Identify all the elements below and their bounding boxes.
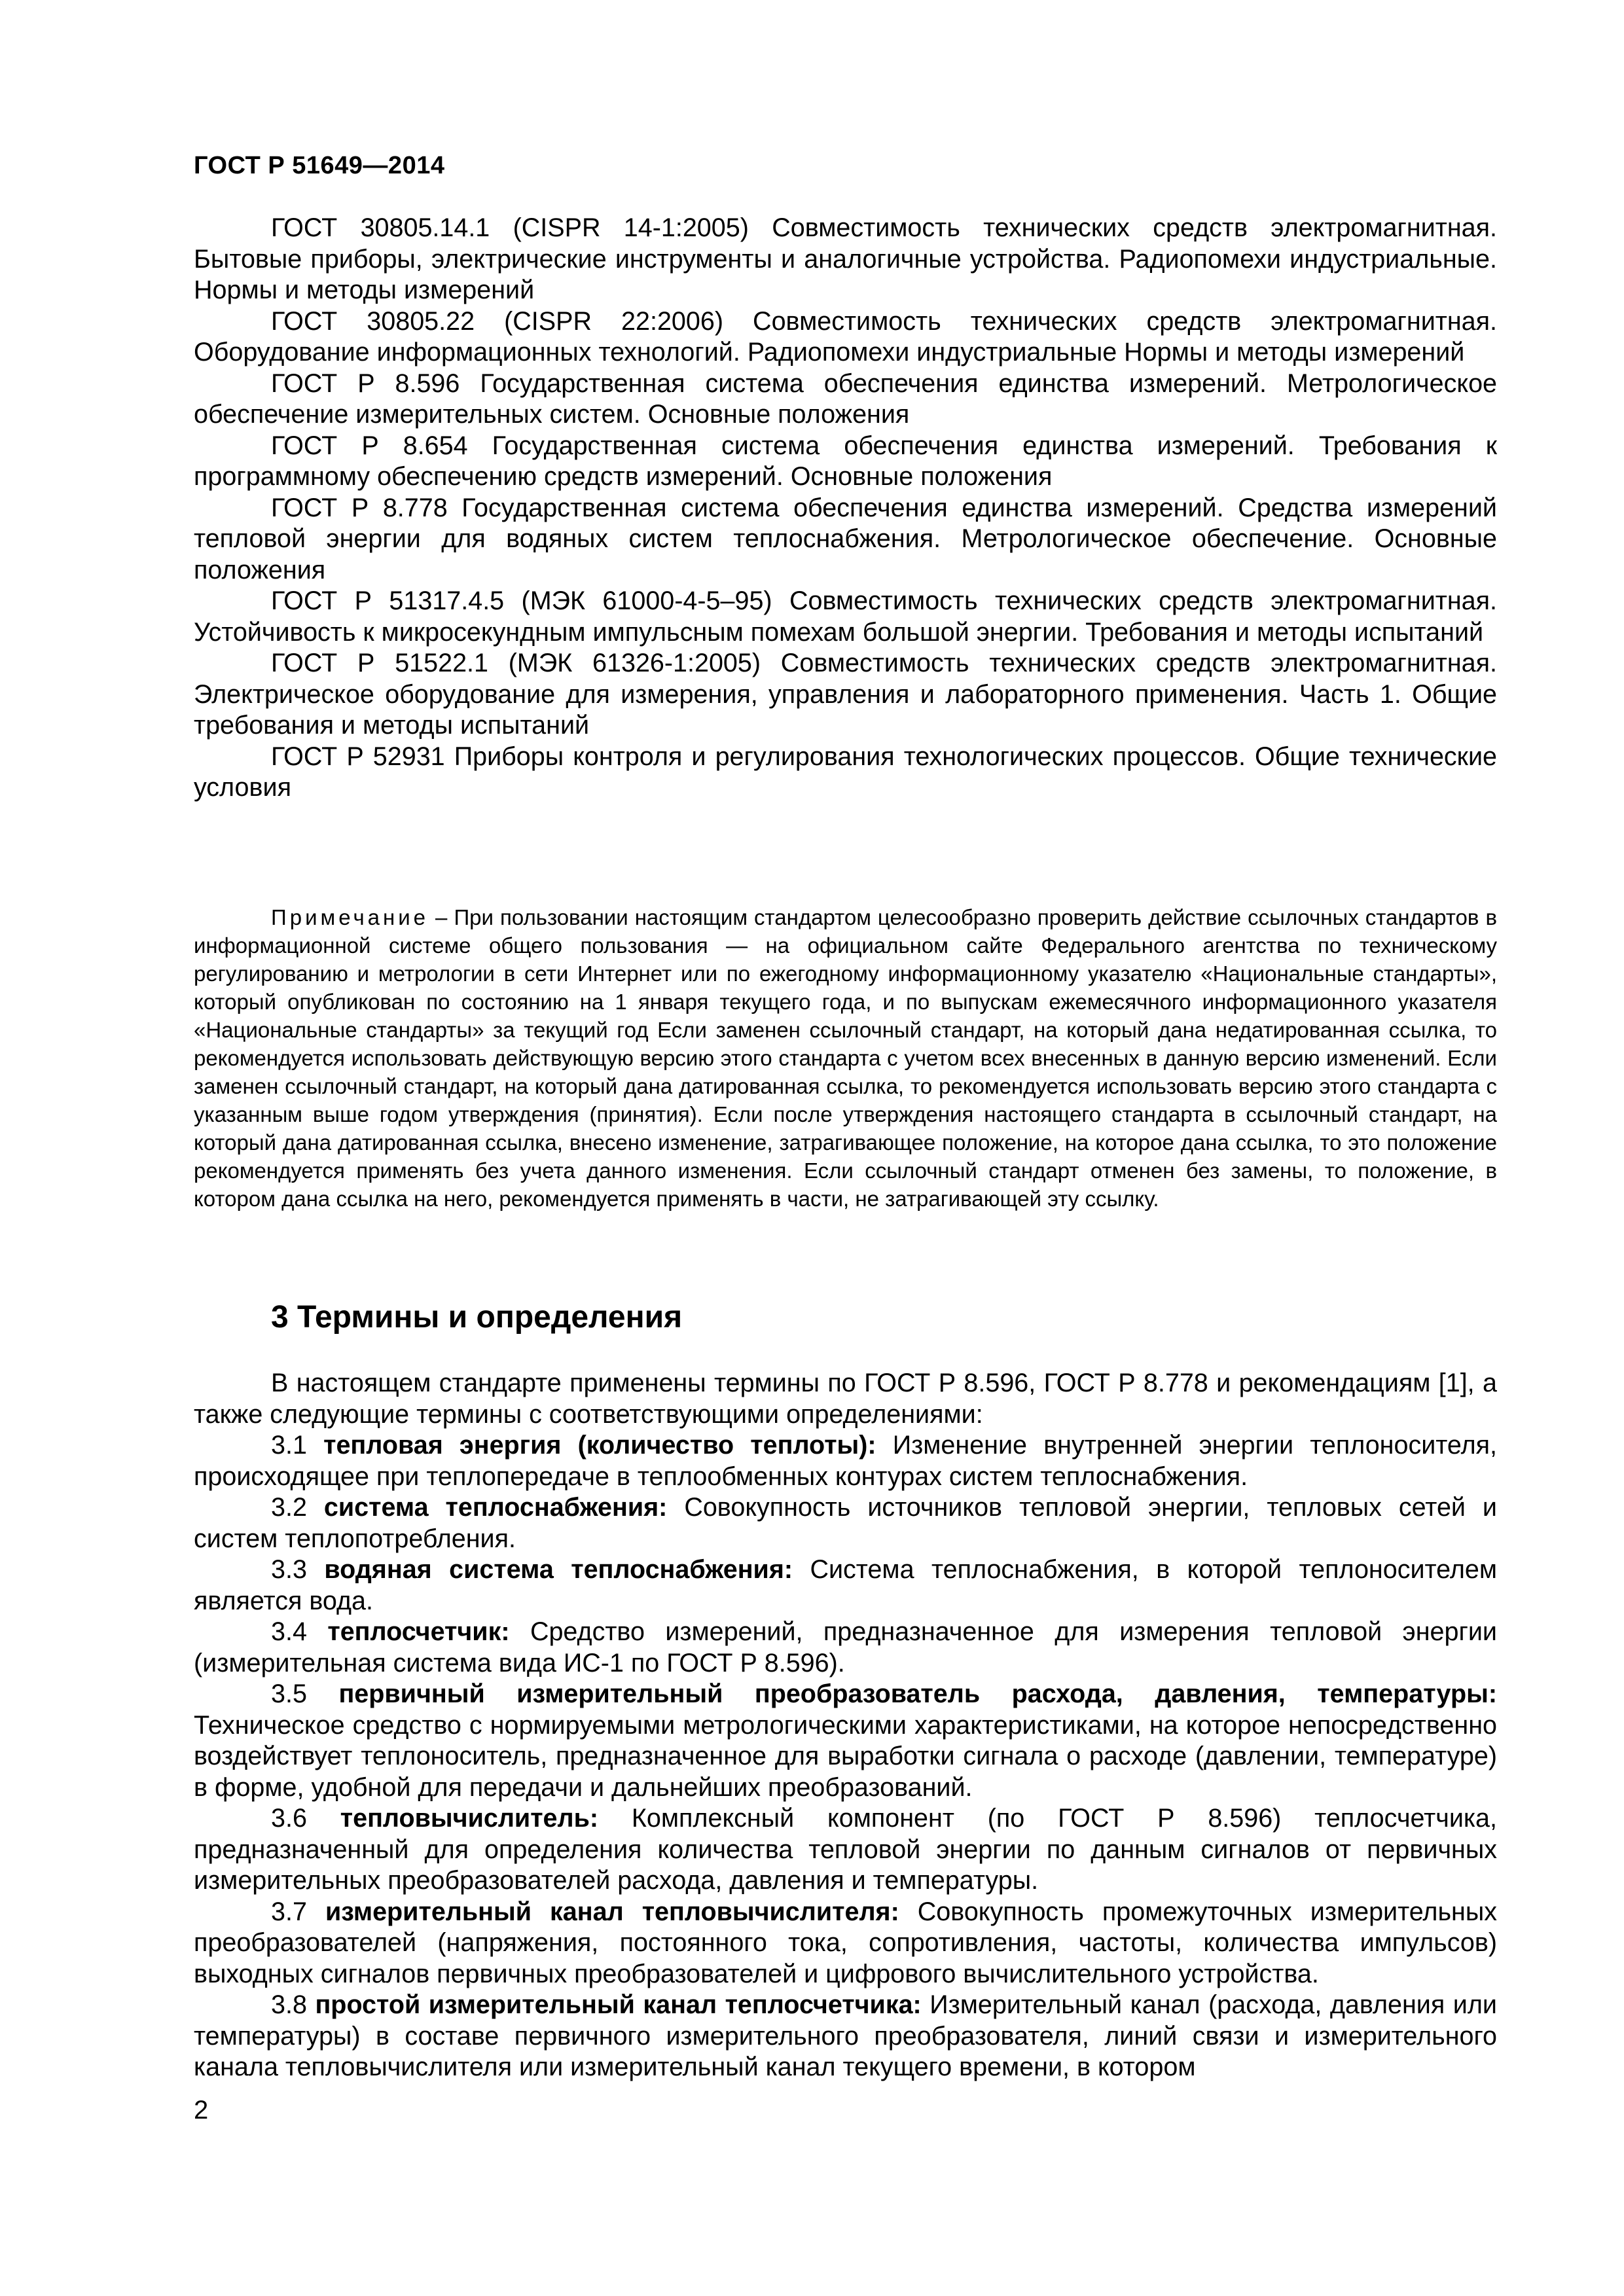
- reference-item: ГОСТ 30805.14.1 (CISPR 14-1:2005) Совместимость технических средств электромагнитная. Бытовые приборы, электрические инструменты и аналогичные устройства. Радиопомехи индустриальные. Нормы и методы измерений: [194, 213, 1497, 304]
- term-definition: [194, 1617, 1497, 1679]
- term-number: 3.6: [271, 1804, 307, 1833]
- terms-section-body: [194, 1368, 1497, 2083]
- term-text: Изменение внутренней энергии теплоносителя, происходящее при теплопередаче в теплообменных контурах систем теплоснабжения.: [194, 1431, 1497, 1491]
- reference-item: ГОСТ 30805.22 (CISPR 22:2006) Совместимость технических средств электромагнитная. Оборудование информационных технологий. Радиопомехи индустриальные Нормы и методы измерений: [194, 306, 1497, 367]
- term-name: тепловычислитель:: [340, 1804, 599, 1833]
- reference-item: ГОСТ Р 52931 Приборы контроля и регулирования технологических процессов. Общие технические условия: [194, 742, 1497, 802]
- term-text: Совокупность промежуточных измерительных преобразователей (напряжения, постоянного тока, сопротивления, частоты, количества импульсов) выходных сигналов первичных преобразователей и цифрового вычислительного устройства.: [194, 1897, 1497, 1988]
- note-label: Примечание: [271, 905, 429, 929]
- section-title: 3 Термины и определения: [271, 1300, 683, 1335]
- term-definition: [194, 1679, 1497, 1803]
- term-text: Средство измерений, предназначенное для измерения тепловой энергии (измерительная система вида ИС-1 по ГОСТ Р 8.596).: [194, 1617, 1497, 1677]
- term-text: Совокупность источников тепловой энергии, тепловых сетей и систем теплопотребления.: [194, 1493, 1497, 1553]
- term-number: 3.2: [271, 1493, 307, 1522]
- note-text: При пользовании настоящим стандартом целесообразно проверить действие ссылочных стандартов в информационной системе общего пользования — на официальном сайте Федерального агентства по техническому регулированию и метрологии в сети Интернет или по ежегодному информационному указателю «Национальные стандарты», который опубликован по состоянию на 1 января текущего года, и по выпускам ежемесячного информационного указателя «Национальные стандарты» за текущий год Если заменен ссылочный стандарт, на который дана недатированная ссылка, то рекомендуется использовать действующую версию этого стандарта с учетом всех внесенных в данную версию изменений. Если заменен ссылочный стандарт, на который дана датированная ссылка, то рекомендуется использовать версию этого стандарта с указанным выше годом утверждения (принятия). Если после утверждения настоящего стандарта в ссылочный стандарт, на который дана датированная ссылка, внесено изменение, затрагивающее положение, на которое дана ссылка, то это положение рекомендуется применять без учета данного изменения. Если ссылочный стандарт отменен без замены, то положение, в котором дана ссылка на него, рекомендуется применять в части, не затрагивающей эту ссылку.: [194, 905, 1497, 1211]
- reference-item: ГОСТ Р 8.778 Государственная система обеспечения единства измерений. Средства измерений тепловой энергии для водяных систем теплоснабжения. Метрологическое обеспечение. Основные положения: [194, 493, 1497, 584]
- term-number: 3.4: [271, 1617, 307, 1646]
- reference-item: ГОСТ Р 8.596 Государственная система обеспечения единства измерений. Метрологическое обеспечение измерительных систем. Основные положения: [194, 368, 1497, 429]
- term-definition: [194, 1897, 1497, 1990]
- term-name: теплосчетчик:: [327, 1617, 510, 1646]
- normative-references-list: [194, 213, 1497, 804]
- reference-item: ГОСТ Р 51317.4.5 (МЭК 61000-4-5–95) Совместимость технических средств электромагнитная. Устойчивость к микросекундным импульсным помехам большой энергии. Требования и методы испытаний: [194, 586, 1497, 647]
- term-definition: [194, 1990, 1497, 2083]
- term-text: Техническое средство с нормируемыми метрологическими характеристиками, на которое непосредственно воздействует теплоноситель, предназначенное для выработки сигнала о расходе (давлении, температуре) в форме, удобной для передачи и дальнейших преобразований.: [194, 1710, 1497, 1802]
- term-number: 3.7: [271, 1897, 307, 1926]
- term-text: Измерительный канал (расхода, давления или температуры) в составе первичного измерительного преобразователя, линий связи и измерительного канала тепловычислителя или измерительный канал текущего времени, в котором: [194, 1990, 1497, 2081]
- term-name: измерительный канал тепловычислителя:: [325, 1897, 899, 1926]
- term-name: простой измерительный канал теплосчетчика:: [315, 1990, 922, 2019]
- reference-item: ГОСТ Р 51522.1 (МЭК 61326-1:2005) Совместимость технических средств электромагнитная. Электрическое оборудование для измерения, управления и лабораторного применения. Часть 1. Общие требования и методы испытаний: [194, 649, 1497, 740]
- page-header-standard-id: ГОСТ Р 51649—2014: [194, 152, 445, 179]
- section-intro: В настоящем стандарте применены термины по ГОСТ Р 8.596, ГОСТ Р 8.778 и рекомендациям [1], а также следующие термины с соответствующими определениями:: [194, 1369, 1497, 1429]
- term-number: 3.8: [271, 1990, 307, 2019]
- term-definition: [194, 1492, 1497, 1554]
- term-definition: [194, 1803, 1497, 1897]
- term-definition: [194, 1430, 1497, 1492]
- term-text: Комплексный компонент (по ГОСТ Р 8.596) теплосчетчика, предназначенный для определения количества тепловой энергии по данным сигналов от первичных измерительных преобразователей расхода, давления и температуры.: [194, 1804, 1498, 1895]
- term-text: Система теплоснабжения, в которой теплоносителем является вода.: [194, 1555, 1497, 1615]
- term-number: 3.3: [271, 1555, 307, 1584]
- term-number: 3.1: [271, 1431, 307, 1460]
- term-name: первичный измерительный преобразователь расхода, давления, температуры:: [338, 1679, 1497, 1708]
- term-number: 3.5: [271, 1679, 307, 1708]
- term-name: система теплоснабжения:: [323, 1493, 668, 1522]
- note-dash: –: [429, 905, 454, 929]
- reference-item: ГОСТ Р 8.654 Государственная система обеспечения единства измерений. Требования к программному обеспечению средств измерений. Основные положения: [194, 431, 1497, 491]
- term-name: водяная система теплоснабжения:: [324, 1555, 793, 1584]
- page-number: 2: [194, 2096, 209, 2125]
- term-name: тепловая энергия (количество теплоты):: [323, 1431, 876, 1460]
- term-definition: [194, 1554, 1497, 1617]
- note-paragraph: [194, 903, 1497, 1213]
